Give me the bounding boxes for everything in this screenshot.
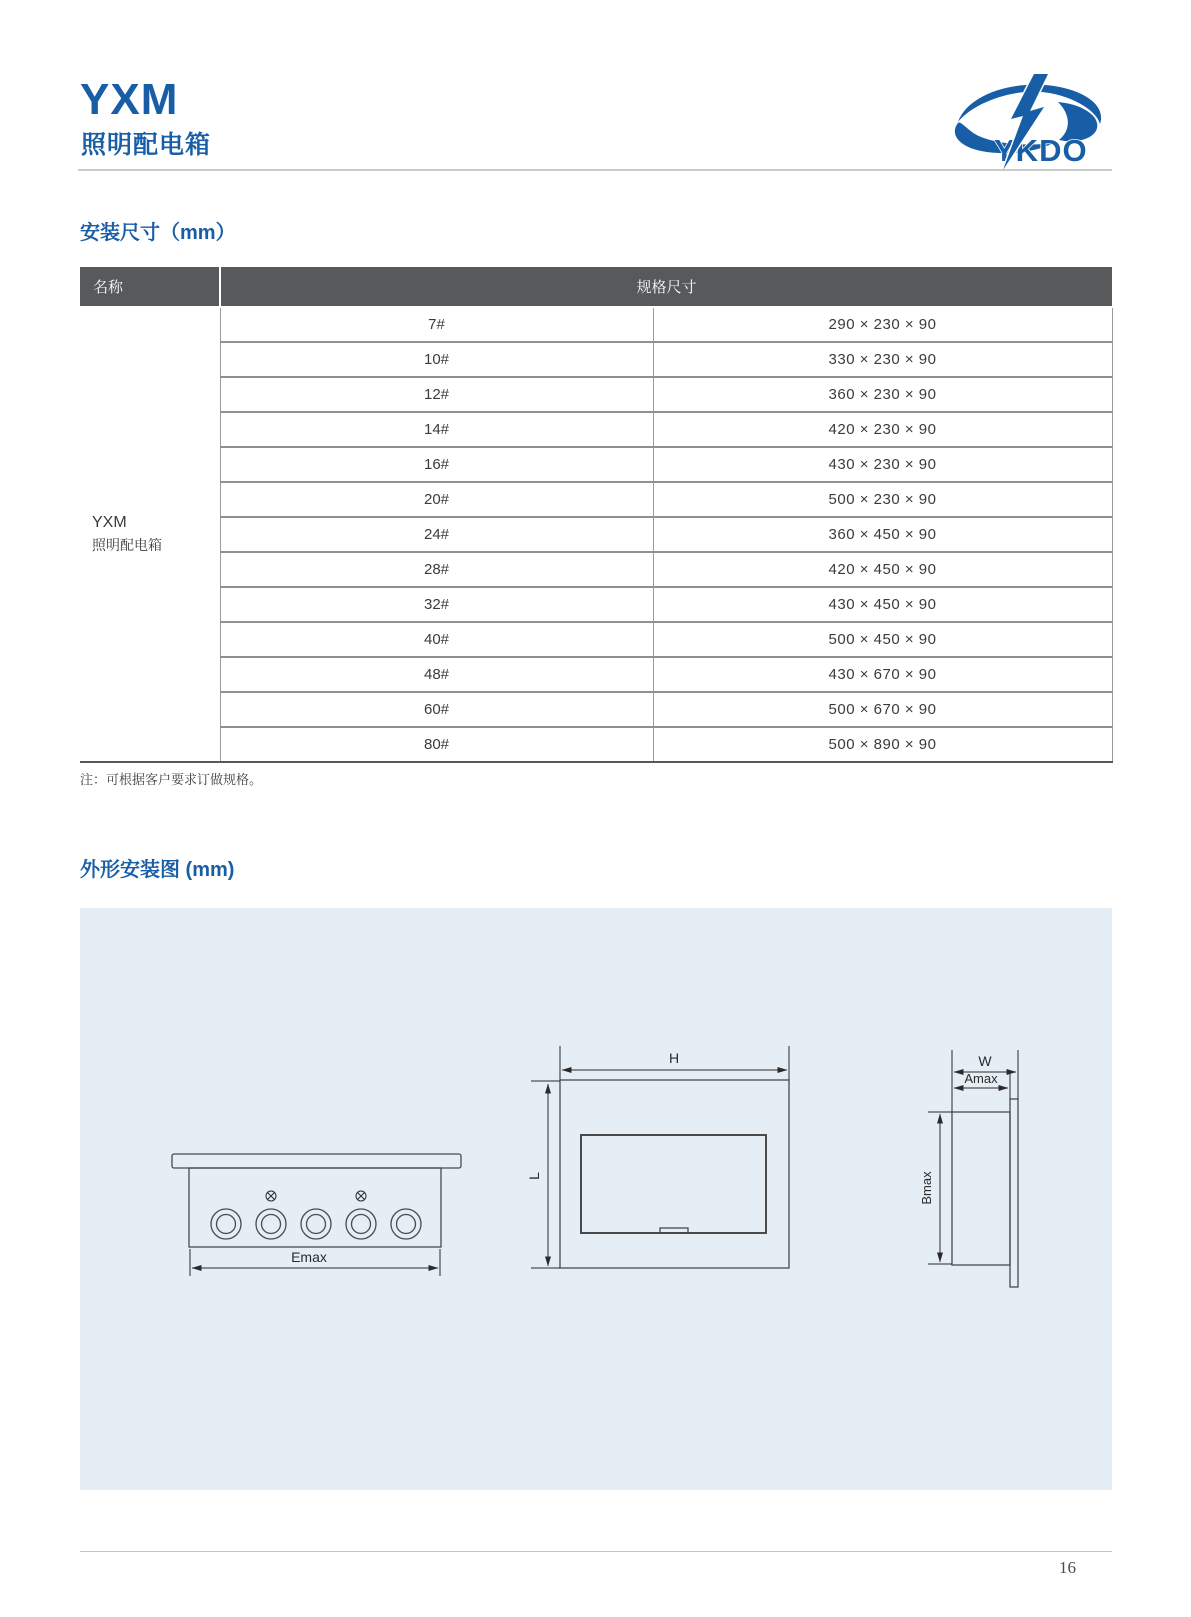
size-code-cell: 14# [220,412,653,447]
size-code-cell: 7# [220,307,653,342]
outline-drawing-panel [80,908,1112,1490]
spec-table-header-row [80,267,1112,307]
column-header-name: 名称 [80,267,220,307]
spec-dims-cell: 290 × 230 × 90 [653,307,1112,342]
table-row [80,622,1112,657]
door-panel [581,1135,766,1233]
size-code-cell: 28# [220,552,653,587]
size-code-cell: 48# [220,657,653,692]
spec-dims-cell: 420 × 230 × 90 [653,412,1112,447]
table-row [80,412,1112,447]
table-row [80,552,1112,587]
table-row [80,307,1112,342]
box-body-front-view [560,1080,789,1268]
size-code-cell: 40# [220,622,653,657]
dim-label-amax: Amax [964,1071,998,1086]
spec-dims-cell: 360 × 450 × 90 [653,517,1112,552]
size-code-cell: 24# [220,517,653,552]
cable-knockout-circles [211,1209,421,1239]
size-code-cell: 80# [220,727,653,762]
product-type-label: 照明配电箱 [92,537,162,553]
spec-dims-cell: 420 × 450 × 90 [653,552,1112,587]
box-body-side-view [952,1112,1010,1265]
mounting-flange [172,1154,461,1168]
size-code-cell: 12# [220,377,653,412]
product-name-cell [80,307,220,762]
section-title-outline-drawing: 外形安装图 (mm) [80,859,235,881]
table-row [80,447,1112,482]
dim-label-emax: Emax [291,1249,327,1265]
product-model-label: YXM [92,514,127,531]
table-row [80,482,1112,517]
brand-logo [948,74,1118,170]
spec-dims-cell: 330 × 230 × 90 [653,342,1112,377]
dim-label-bmax: Bmax [919,1171,934,1205]
screw-mark-icon [356,1191,366,1201]
spec-dims-cell: 500 × 670 × 90 [653,692,1112,727]
spec-dims-cell: 500 × 890 × 90 [653,727,1112,762]
table-note: 注：可根据客户要求订做规格。 [80,772,263,787]
spec-table-body [80,307,1112,762]
size-code-cell: 20# [220,482,653,517]
table-row [80,692,1112,727]
dim-label-l: L [526,1172,542,1180]
table-row [80,342,1112,377]
size-code-cell: 10# [220,342,653,377]
header-divider [78,169,1112,171]
size-code-cell: 32# [220,587,653,622]
size-code-cell: 16# [220,447,653,482]
spec-dims-cell: 430 × 670 × 90 [653,657,1112,692]
section-title-install-dimensions: 安装尺寸（mm） [80,222,236,244]
footer-divider [80,1551,1112,1552]
side-view-drawing [919,1050,1018,1287]
outline-drawing-canvas [80,908,1112,1490]
top-view-drawing [172,1154,461,1276]
table-row [80,517,1112,552]
dim-label-w: W [978,1053,992,1069]
column-header-spec: 规格尺寸 [220,267,1112,307]
page-title: YXM [80,75,179,124]
table-row [80,377,1112,412]
spec-table [80,267,1113,763]
spec-dims-cell: 500 × 450 × 90 [653,622,1112,657]
dim-label-h: H [668,1050,680,1066]
table-row [80,657,1112,692]
logo-wordmark: YKDO [994,133,1088,168]
spec-dims-cell: 500 × 230 × 90 [653,482,1112,517]
screw-mark-icon [266,1191,276,1201]
spec-dims-cell: 360 × 230 × 90 [653,377,1112,412]
spec-dims-cell: 430 × 230 × 90 [653,447,1112,482]
box-body-top-view [189,1168,441,1247]
spec-dims-cell: 430 × 450 × 90 [653,587,1112,622]
page-number: 16 [1059,1558,1076,1577]
table-row [80,587,1112,622]
size-code-cell: 60# [220,692,653,727]
table-row [80,727,1112,762]
wall-mount-plate [1010,1099,1018,1287]
front-view-drawing [526,1046,789,1268]
page-subtitle: 照明配电箱 [81,131,212,159]
